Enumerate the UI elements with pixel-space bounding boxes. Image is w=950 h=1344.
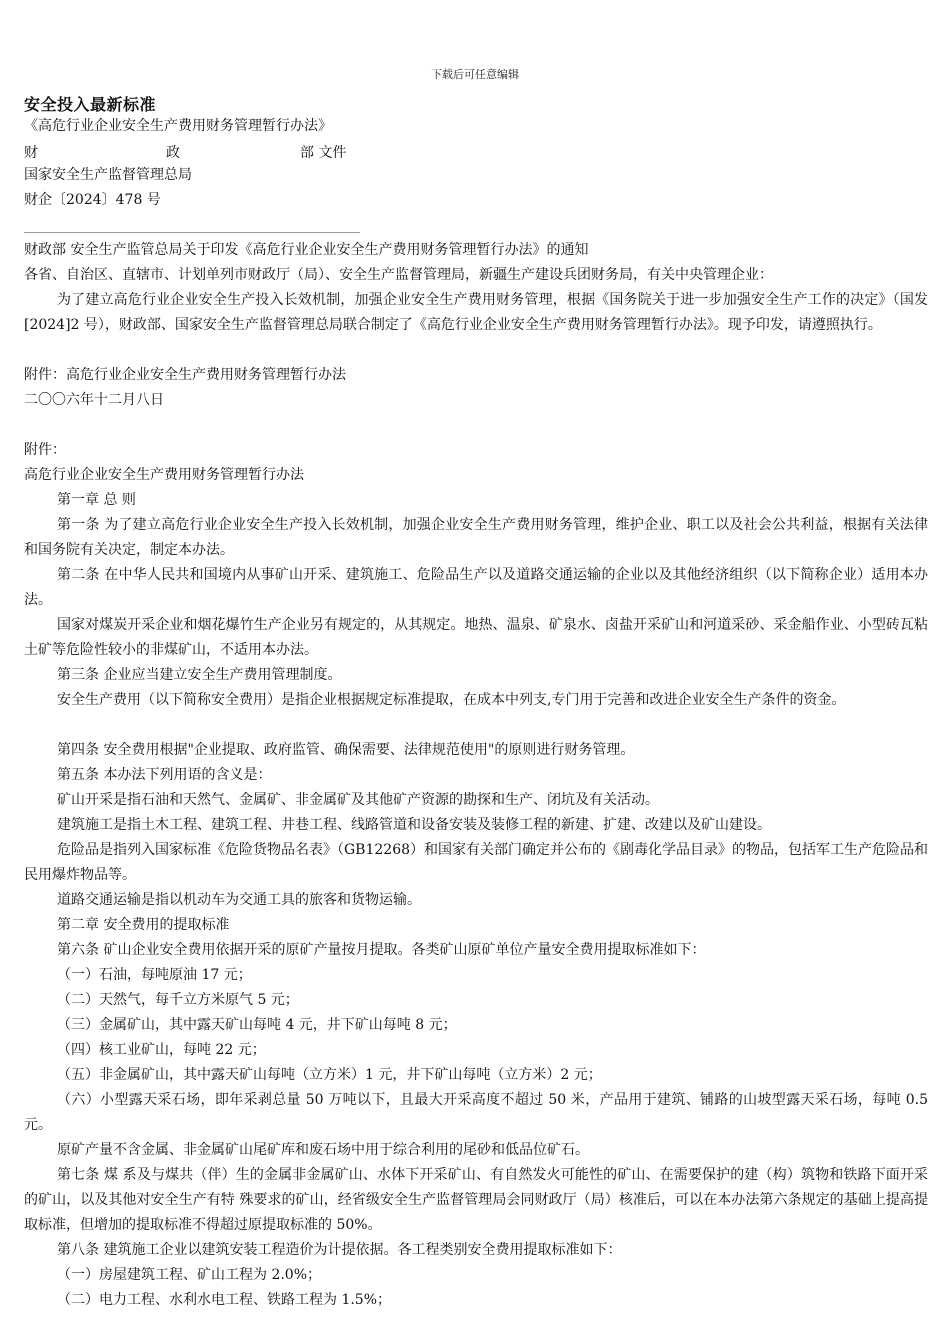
- download-note: 下载后可任意编辑: [431, 68, 519, 81]
- attachment-label: 附件：: [24, 442, 66, 458]
- attachment-line: 附件：高危行业企业安全生产费用财务管理暂行办法: [24, 367, 346, 383]
- chapter-1: 第一章 总 则: [57, 492, 136, 508]
- article-5: 第五条 本办法下列用语的含义是：: [57, 767, 272, 783]
- agency: 国家安全生产监督管理总局: [24, 167, 192, 183]
- definition-mining: 矿山开采是指石油和天然气、金属矿、非金属矿及其他矿产资源的勘探和生产、闭坑及有关活动。: [57, 792, 659, 808]
- doc-number: 财企〔2024〕478 号: [24, 192, 161, 208]
- ore-note: 原矿产量不含金属、非金属矿山尾矿库和废石场中用于综合利用的尾砂和低品位矿石。: [57, 1142, 589, 1158]
- article-6: 第六条 矿山企业安全费用依据开采的原矿产量按月提取。各类矿山原矿单位产量安全费用提取标准如下：: [57, 942, 706, 958]
- article-2-note: 国家对煤炭开采企业和烟花爆竹生产企业另有规定的，从其规定。地热、温泉、矿泉水、卤盐开采矿山和河道采砂、采金船作业、小型砖瓦粘土矿等危险性较小的非煤矿山，不适用本办法。: [24, 617, 928, 658]
- notice-body: 为了建立高危行业企业安全生产投入长效机制，加强企业安全生产费用财务管理，根据《国务院关于进一步加强安全生产工作的决定》（国发[2024]2 号），财政部、国家安全生产监督管理总局联合制定了《高危行业企业安全生产费用财务管理暂行办法》。现予印发，请遵照执行。: [24, 292, 928, 333]
- article-1: 第一条 为了建立高危行业企业安全生产投入长效机制，加强企业安全生产费用财务管理，维护企业、职工以及社会公共利益，根据有关法律和国务院有关决定，制定本办法。: [24, 517, 928, 558]
- item-6: （六）小型露天采石场，即年采剥总量 50 万吨以下，且最大开采高度不超过 50 米，产品用于建筑、铺路的山坡型露天采石场，每吨 0.5 元。: [24, 1092, 928, 1133]
- divider: [24, 232, 360, 233]
- article-8-item-2: （二）电力工程、水利水电工程、铁路工程为 1.5%；: [57, 1292, 392, 1308]
- item-4: （四）核工业矿山，每吨 22 元；: [57, 1042, 266, 1058]
- issuer-char-2: 政: [166, 145, 180, 161]
- subtitle: 《高危行业企业安全生产费用财务管理暂行办法》: [24, 118, 332, 134]
- article-7: 第七条 煤 系及与煤共（伴）生的金属非金属矿山、水体下开采矿山、有自然发火可能性的矿山、在需要保护的建（构）筑物和铁路下面开采的矿山，以及其他对安全生产有特 殊要求的矿山，经省级安全生产监督管理局会同财政厅（局）核准后，可以在本办法第六条规定的基础上提高提取标准，但增加的提取标准不得超过原提取标准的 50%。: [24, 1167, 928, 1233]
- item-5: （五）非金属矿山，其中露天矿山每吨（立方米）1 元，井下矿山每吨（立方米）2 元；: [57, 1067, 602, 1083]
- issuer-char-3: 部 文件: [300, 145, 347, 161]
- item-2: （二）天然气，每千立方米原气 5 元；: [57, 992, 299, 1008]
- article-3: 第三条 企业应当建立安全生产费用管理制度。: [57, 667, 342, 683]
- notice-title: 财政部 安全生产监管总局关于印发《高危行业企业安全生产费用财务管理暂行办法》的通知: [24, 242, 589, 258]
- article-2: 第二条 在中华人民共和国境内从事矿山开采、建筑施工、危险品生产以及道路交通运输的企业以及其他经济组织（以下简称企业）适用本办法。: [24, 567, 928, 608]
- article-3-definition: 安全生产费用（以下简称安全费用）是指企业根据规定标准提取，在成本中列支,专门用于完善和改进企业安全生产条件的资金。: [57, 692, 846, 708]
- article-8: 第八条 建筑施工企业以建筑安装工程造价为计提依据。各工程类别安全费用提取标准如下：: [57, 1242, 622, 1258]
- definition-hazardous: 危险品是指列入国家标准《危险货物品名表》（GB12268）和国家有关部门确定并公布的《剧毒化学品目录》的物品，包括军工生产危险品和民用爆炸物品等。: [24, 842, 929, 883]
- page-title: 安全投入最新标准: [24, 95, 157, 114]
- definition-transport: 道路交通运输是指以机动车为交通工具的旅客和货物运输。: [57, 892, 421, 908]
- article-4: 第四条 安全费用根据"企业提取、政府监管、确保需要、法律规范使用"的原则进行财务管理。: [57, 742, 635, 758]
- issuer-char-1: 财: [24, 145, 38, 161]
- item-3: （三）金属矿山，其中露天矿山每吨 4 元，井下矿山每吨 8 元；: [57, 1017, 457, 1033]
- article-8-item-1: （一）房屋建筑工程、矿山工程为 2.0%；: [57, 1267, 322, 1283]
- notice-date: 二〇〇六年十二月八日: [24, 392, 164, 408]
- chapter-2: 第二章 安全费用的提取标准: [57, 917, 230, 933]
- addressees: 各省、自治区、直辖市、计划单列市财政厅（局）、安全生产监督管理局，新疆生产建设兵团财务局，有关中央管理企业：: [24, 267, 773, 283]
- item-1: （一）石油，每吨原油 17 元；: [57, 967, 252, 983]
- attachment-title: 高危行业企业安全生产费用财务管理暂行办法: [24, 467, 304, 483]
- definition-construction: 建筑施工是指土木工程、建筑工程、井巷工程、线路管道和设备安装及装修工程的新建、扩建、改建以及矿山建设。: [57, 817, 771, 833]
